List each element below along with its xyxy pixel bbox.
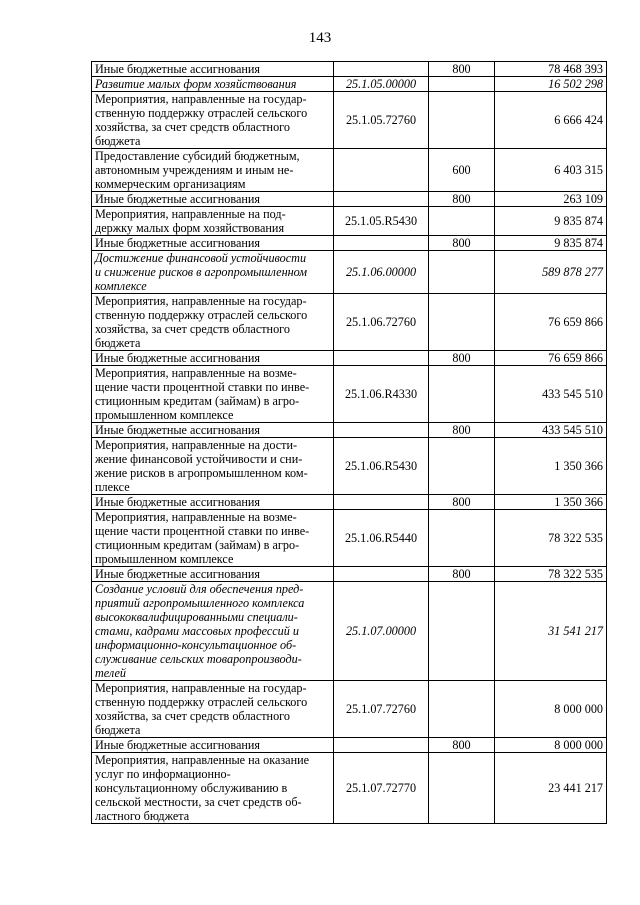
budget-table [91,61,607,824]
table-row [92,192,607,207]
table-row [92,510,607,567]
table-row [92,251,607,294]
row-code-cell: 25.1.05.72760 [334,92,429,149]
row-kind-cell: 800 [429,192,495,207]
row-kind-cell [429,366,495,423]
row-sum-cell: 76 659 866 [495,351,607,366]
row-sum-cell: 78 322 535 [495,567,607,582]
row-kind-cell [429,681,495,738]
row-kind-cell: 800 [429,351,495,366]
table-row [92,438,607,495]
row-kind-cell [429,510,495,567]
row-code-cell [334,149,429,192]
row-code-cell: 25.1.06.R4330 [334,366,429,423]
row-kind-cell [429,77,495,92]
row-sum-cell: 1 350 366 [495,438,607,495]
row-name-cell: Иные бюджетные ассигнования [92,236,334,251]
row-sum-cell: 16 502 298 [495,77,607,92]
row-sum-cell: 6 666 424 [495,92,607,149]
row-kind-cell [429,294,495,351]
row-name-cell: Иные бюджетные ассигнования [92,351,334,366]
row-kind-cell: 800 [429,495,495,510]
row-code-cell [334,236,429,251]
row-code-cell [334,738,429,753]
row-kind-cell: 800 [429,62,495,77]
table-row [92,62,607,77]
row-code-cell: 25.1.06.72760 [334,294,429,351]
row-sum-cell: 78 468 393 [495,62,607,77]
row-code-cell [334,192,429,207]
row-kind-cell [429,251,495,294]
row-code-cell: 25.1.07.00000 [334,582,429,681]
table-row [92,207,607,236]
table-row [92,236,607,251]
row-name-cell: Мероприятия, направленные на возме- щение части процентной ставки по инве- стиционным кредитам (займам) в агро- промышленном комплексе [92,366,334,423]
row-kind-cell [429,582,495,681]
table-row [92,149,607,192]
table-row [92,753,607,824]
row-kind-cell [429,438,495,495]
row-name-cell: Иные бюджетные ассигнования [92,567,334,582]
row-sum-cell: 78 322 535 [495,510,607,567]
row-kind-cell [429,207,495,236]
row-code-cell [334,567,429,582]
row-name-cell: Мероприятия, направленные на дости- жение финансовой устойчивости и сни- жение рисков в агропромышленном ком- плексе [92,438,334,495]
table-row [92,366,607,423]
row-code-cell: 25.1.07.72760 [334,681,429,738]
row-kind-cell: 800 [429,236,495,251]
row-code-cell: 25.1.06.R5440 [334,510,429,567]
table-row [92,351,607,366]
row-code-cell [334,495,429,510]
row-sum-cell: 433 545 510 [495,423,607,438]
row-kind-cell: 800 [429,738,495,753]
row-name-cell: Мероприятия, направленные на государ- ственную поддержку отраслей сельского хозяйства, за счет средств областного бюджета [92,92,334,149]
row-kind-cell [429,753,495,824]
table-row [92,582,607,681]
row-sum-cell: 23 441 217 [495,753,607,824]
row-sum-cell: 8 000 000 [495,681,607,738]
row-code-cell [334,62,429,77]
row-name-cell: Иные бюджетные ассигнования [92,62,334,77]
row-code-cell: 25.1.05.00000 [334,77,429,92]
row-name-cell: Иные бюджетные ассигнования [92,192,334,207]
row-code-cell: 25.1.05.R5430 [334,207,429,236]
row-name-cell: Иные бюджетные ассигнования [92,738,334,753]
row-code-cell: 25.1.06.00000 [334,251,429,294]
row-name-cell: Мероприятия, направленные на возме- щение части процентной ставки по инве- стиционным кредитам (займам) в агро- промышленном комплексе [92,510,334,567]
table-body [92,62,607,824]
row-name-cell: Предоставление субсидий бюджетным, автономным учреждениям и иным не- коммерческим организациям [92,149,334,192]
row-name-cell: Создание условий для обеспечения пред- приятий агропромышленного комплекса высококвалифицированными специали- стами, кадрами массовых профессий и информационно-консультационное об- служивание сельских товаропроизводи- телей [92,582,334,681]
row-kind-cell: 600 [429,149,495,192]
row-sum-cell: 9 835 874 [495,207,607,236]
table-row [92,423,607,438]
row-sum-cell: 433 545 510 [495,366,607,423]
row-code-cell [334,423,429,438]
row-sum-cell: 6 403 315 [495,149,607,192]
table-row [92,681,607,738]
row-name-cell: Достижение финансовой устойчивости и снижение рисков в агропромышленном комплексе [92,251,334,294]
table-row [92,567,607,582]
row-code-cell: 25.1.06.R5430 [334,438,429,495]
table-row [92,495,607,510]
row-code-cell: 25.1.07.72770 [334,753,429,824]
row-name-cell: Мероприятия, направленные на оказание услуг по информационно- консультационному обслуживанию в сельской местности, за счет средств об- ластного бюджета [92,753,334,824]
row-kind-cell: 800 [429,423,495,438]
row-kind-cell [429,92,495,149]
table-row [92,92,607,149]
row-sum-cell: 31 541 217 [495,582,607,681]
row-name-cell: Развитие малых форм хозяйствования [92,77,334,92]
row-name-cell: Мероприятия, направленные на государ- ственную поддержку отраслей сельского хозяйства, за счет средств областного бюджета [92,681,334,738]
row-code-cell [334,351,429,366]
page-number: 143 [308,30,332,46]
row-name-cell: Мероприятия, направленные на под- держку малых форм хозяйствования [92,207,334,236]
row-sum-cell: 9 835 874 [495,236,607,251]
row-sum-cell: 8 000 000 [495,738,607,753]
table-row [92,738,607,753]
row-kind-cell: 800 [429,567,495,582]
table-row [92,77,607,92]
row-sum-cell: 263 109 [495,192,607,207]
row-name-cell: Иные бюджетные ассигнования [92,495,334,510]
row-sum-cell: 589 878 277 [495,251,607,294]
row-name-cell: Мероприятия, направленные на государ- ственную поддержку отраслей сельского хозяйства, за счет средств областного бюджета [92,294,334,351]
table-row [92,294,607,351]
row-sum-cell: 76 659 866 [495,294,607,351]
row-name-cell: Иные бюджетные ассигнования [92,423,334,438]
row-sum-cell: 1 350 366 [495,495,607,510]
